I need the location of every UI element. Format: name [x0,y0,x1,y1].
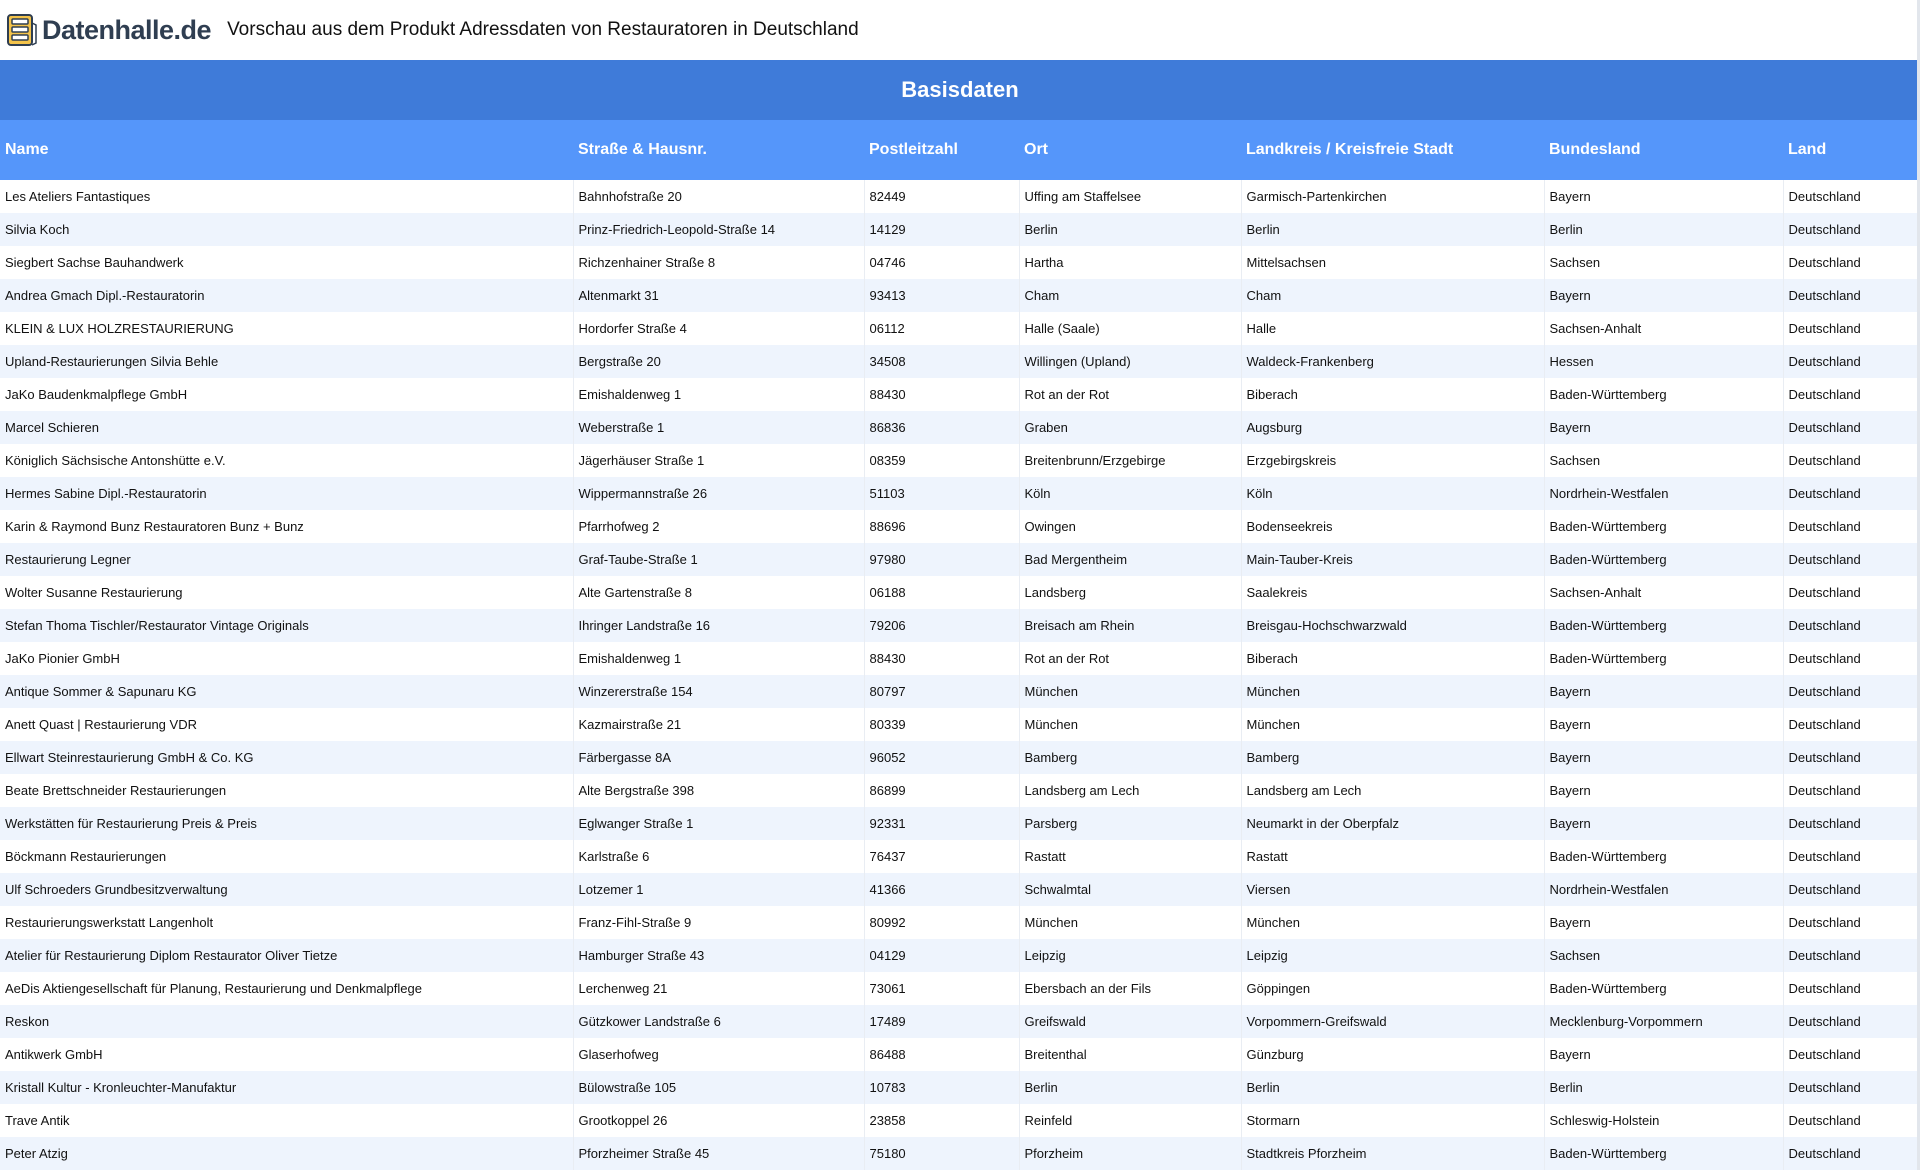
cell-street: Richzenhainer Straße 8 [573,246,864,279]
cell-postal-code: 86836 [864,411,1019,444]
cell-postal-code: 88696 [864,510,1019,543]
cell-state: Baden-Württemberg [1544,510,1783,543]
column-header-state[interactable]: Bundesland [1544,120,1783,180]
cell-name: Beate Brettschneider Restaurierungen [0,774,573,807]
cell-state: Bayern [1544,180,1783,213]
cell-state: Sachsen [1544,246,1783,279]
cell-country: Deutschland [1783,312,1920,345]
cell-postal-code: 88430 [864,378,1019,411]
cell-city: Bamberg [1019,741,1241,774]
cell-district: Bamberg [1241,741,1544,774]
cell-street: Karlstraße 6 [573,840,864,873]
cell-district: Göppingen [1241,972,1544,1005]
table-row[interactable] [0,642,1920,675]
cell-street: Graf-Taube-Straße 1 [573,543,864,576]
cell-state: Sachsen-Anhalt [1544,576,1783,609]
cell-city: Breitenbrunn/Erzgebirge [1019,444,1241,477]
cell-state: Bayern [1544,708,1783,741]
cell-street: Pfarrhofweg 2 [573,510,864,543]
cell-district: Halle [1241,312,1544,345]
cell-state: Baden-Württemberg [1544,972,1783,1005]
cell-state: Sachsen [1544,939,1783,972]
cell-district: Augsburg [1241,411,1544,444]
table-row[interactable] [0,741,1920,774]
cell-country: Deutschland [1783,1005,1920,1038]
cell-city: Berlin [1019,1071,1241,1104]
table-row[interactable] [0,906,1920,939]
cell-state: Mecklenburg-Vorpommern [1544,1005,1783,1038]
cell-country: Deutschland [1783,246,1920,279]
cell-district: Biberach [1241,378,1544,411]
cell-state: Bayern [1544,675,1783,708]
cell-postal-code: 82449 [864,180,1019,213]
cell-street: Emishaldenweg 1 [573,642,864,675]
cell-country: Deutschland [1783,1137,1920,1170]
cell-state: Bayern [1544,411,1783,444]
cell-state: Baden-Württemberg [1544,1137,1783,1170]
cell-district: Mittelsachsen [1241,246,1544,279]
table-row[interactable] [0,576,1920,609]
cell-postal-code: 23858 [864,1104,1019,1137]
table-row[interactable] [0,675,1920,708]
cell-district: Saalekreis [1241,576,1544,609]
cell-name: Trave Antik [0,1104,573,1137]
cell-state: Bayern [1544,741,1783,774]
cell-state: Sachsen-Anhalt [1544,312,1783,345]
cell-street: Gützkower Landstraße 6 [573,1005,864,1038]
cell-city: Berlin [1019,213,1241,246]
cell-district: Vorpommern-Greifswald [1241,1005,1544,1038]
cell-country: Deutschland [1783,180,1920,213]
cell-country: Deutschland [1783,1038,1920,1071]
cell-district: Stadtkreis Pforzheim [1241,1137,1544,1170]
cell-postal-code: 06188 [864,576,1019,609]
cell-city: Uffing am Staffelsee [1019,180,1241,213]
table-row[interactable] [0,1104,1920,1137]
cell-country: Deutschland [1783,873,1920,906]
column-header-city[interactable]: Ort [1019,120,1241,180]
cell-name: Ulf Schroeders Grundbesitzverwaltung [0,873,573,906]
cell-street: Winzererstraße 154 [573,675,864,708]
cell-state: Baden-Württemberg [1544,378,1783,411]
cell-country: Deutschland [1783,972,1920,1005]
cell-city: Breisach am Rhein [1019,609,1241,642]
cell-city: Pforzheim [1019,1137,1241,1170]
cell-district: Günzburg [1241,1038,1544,1071]
table-row[interactable] [0,279,1920,312]
cell-street: Altenmarkt 31 [573,279,864,312]
cell-city: Rastatt [1019,840,1241,873]
cell-city: Hartha [1019,246,1241,279]
cell-name: Hermes Sabine Dipl.-Restauratorin [0,477,573,510]
cell-name: Werkstätten für Restaurierung Preis & Preis [0,807,573,840]
table-row[interactable] [0,609,1920,642]
table-row[interactable] [0,1137,1920,1170]
cell-state: Bayern [1544,1038,1783,1071]
table-row[interactable] [0,510,1920,543]
cell-postal-code: 86899 [864,774,1019,807]
cell-district: Main-Tauber-Kreis [1241,543,1544,576]
cell-name: Wolter Susanne Restaurierung [0,576,573,609]
database-icon [6,13,38,47]
cell-district: Bodenseekreis [1241,510,1544,543]
cell-state: Berlin [1544,213,1783,246]
cell-country: Deutschland [1783,1071,1920,1104]
cell-city: Graben [1019,411,1241,444]
cell-city: Landsberg am Lech [1019,774,1241,807]
cell-name: Königlich Sächsische Antonshütte e.V. [0,444,573,477]
table-row[interactable] [0,246,1920,279]
cell-street: Glaserhofweg [573,1038,864,1071]
cell-street: Hordorfer Straße 4 [573,312,864,345]
cell-district: Berlin [1241,1071,1544,1104]
cell-city: Landsberg [1019,576,1241,609]
table-row[interactable] [0,180,1920,213]
cell-postal-code: 76437 [864,840,1019,873]
cell-name: Silvia Koch [0,213,573,246]
cell-district: Landsberg am Lech [1241,774,1544,807]
cell-postal-code: 97980 [864,543,1019,576]
cell-district: Breisgau-Hochschwarzwald [1241,609,1544,642]
data-table-container [0,60,1920,1170]
cell-district: Erzgebirgskreis [1241,444,1544,477]
cell-street: Bergstraße 20 [573,345,864,378]
cell-postal-code: 04129 [864,939,1019,972]
cell-city: Parsberg [1019,807,1241,840]
cell-street: Grootkoppel 26 [573,1104,864,1137]
cell-country: Deutschland [1783,741,1920,774]
cell-district: Berlin [1241,213,1544,246]
address-table [0,120,1920,1170]
cell-name: Restaurierungswerkstatt Langenholt [0,906,573,939]
cell-state: Sachsen [1544,444,1783,477]
cell-street: Bahnhofstraße 20 [573,180,864,213]
cell-country: Deutschland [1783,939,1920,972]
cell-city: Bad Mergentheim [1019,543,1241,576]
table-row[interactable] [0,774,1920,807]
cell-name: Karin & Raymond Bunz Restauratoren Bunz + Bunz [0,510,573,543]
cell-state: Baden-Württemberg [1544,840,1783,873]
cell-city: München [1019,906,1241,939]
column-header-name[interactable]: Name [0,120,573,180]
cell-country: Deutschland [1783,378,1920,411]
cell-state: Nordrhein-Westfalen [1544,477,1783,510]
cell-name: Böckmann Restaurierungen [0,840,573,873]
cell-city: Ebersbach an der Fils [1019,972,1241,1005]
cell-city: Rot an der Rot [1019,642,1241,675]
cell-street: Eglwanger Straße 1 [573,807,864,840]
table-row[interactable] [0,543,1920,576]
cell-district: Waldeck-Frankenberg [1241,345,1544,378]
cell-name: Marcel Schieren [0,411,573,444]
cell-district: Viersen [1241,873,1544,906]
cell-postal-code: 92331 [864,807,1019,840]
cell-postal-code: 06112 [864,312,1019,345]
cell-country: Deutschland [1783,807,1920,840]
cell-postal-code: 17489 [864,1005,1019,1038]
cell-street: Pforzheimer Straße 45 [573,1137,864,1170]
cell-name: JaKo Baudenkmalpflege GmbH [0,378,573,411]
cell-country: Deutschland [1783,708,1920,741]
cell-district: Leipzig [1241,939,1544,972]
table-row[interactable] [0,444,1920,477]
cell-postal-code: 51103 [864,477,1019,510]
cell-name: JaKo Pionier GmbH [0,642,573,675]
cell-postal-code: 34508 [864,345,1019,378]
top-bar [0,0,1920,60]
cell-city: Reinfeld [1019,1104,1241,1137]
cell-country: Deutschland [1783,444,1920,477]
cell-state: Bayern [1544,807,1783,840]
cell-street: Bülowstraße 105 [573,1071,864,1104]
cell-name: Upland-Restaurierungen Silvia Behle [0,345,573,378]
table-row[interactable] [0,1005,1920,1038]
table-body [0,180,1920,1170]
table-row[interactable] [0,1071,1920,1104]
cell-name: Atelier für Restaurierung Diplom Restaurator Oliver Tietze [0,939,573,972]
cell-street: Kazmairstraße 21 [573,708,864,741]
table-row[interactable] [0,708,1920,741]
cell-state: Bayern [1544,906,1783,939]
cell-country: Deutschland [1783,477,1920,510]
cell-state: Bayern [1544,279,1783,312]
cell-city: Greifswald [1019,1005,1241,1038]
cell-country: Deutschland [1783,609,1920,642]
cell-district: Köln [1241,477,1544,510]
table-row[interactable] [0,873,1920,906]
cell-country: Deutschland [1783,906,1920,939]
cell-country: Deutschland [1783,345,1920,378]
cell-state: Baden-Württemberg [1544,543,1783,576]
column-header-postal-code[interactable]: Postleitzahl [864,120,1019,180]
cell-postal-code: 79206 [864,609,1019,642]
cell-district: München [1241,708,1544,741]
cell-postal-code: 08359 [864,444,1019,477]
table-row[interactable] [0,312,1920,345]
cell-state: Hessen [1544,345,1783,378]
cell-street: Ihringer Landstraße 16 [573,609,864,642]
cell-city: München [1019,675,1241,708]
table-row[interactable] [0,972,1920,1005]
table-row[interactable] [0,411,1920,444]
cell-district: Rastatt [1241,840,1544,873]
cell-name: Reskon [0,1005,573,1038]
cell-postal-code: 04746 [864,246,1019,279]
cell-city: Köln [1019,477,1241,510]
cell-district: Neumarkt in der Oberpfalz [1241,807,1544,840]
cell-district: München [1241,906,1544,939]
column-header-country[interactable]: Land [1783,120,1920,180]
header-row [0,120,1920,180]
cell-postal-code: 10783 [864,1071,1019,1104]
table-row[interactable] [0,213,1920,246]
cell-city: Cham [1019,279,1241,312]
cell-country: Deutschland [1783,576,1920,609]
cell-country: Deutschland [1783,774,1920,807]
cell-district: München [1241,675,1544,708]
cell-postal-code: 41366 [864,873,1019,906]
cell-street: Weberstraße 1 [573,411,864,444]
cell-postal-code: 80339 [864,708,1019,741]
cell-country: Deutschland [1783,642,1920,675]
cell-country: Deutschland [1783,411,1920,444]
cell-city: Schwalmtal [1019,873,1241,906]
brand-logo[interactable] [6,13,211,47]
cell-city: München [1019,708,1241,741]
cell-name: Anett Quast | Restaurierung VDR [0,708,573,741]
cell-country: Deutschland [1783,213,1920,246]
cell-name: Antikwerk GmbH [0,1038,573,1071]
column-header-street[interactable]: Straße & Hausnr. [573,120,864,180]
cell-name: Kristall Kultur - Kronleuchter-Manufaktur [0,1071,573,1104]
cell-name: Les Ateliers Fantastiques [0,180,573,213]
cell-street: Lotzemer 1 [573,873,864,906]
cell-postal-code: 88430 [864,642,1019,675]
cell-postal-code: 96052 [864,741,1019,774]
cell-district: Cham [1241,279,1544,312]
cell-street: Färbergasse 8A [573,741,864,774]
table-row[interactable] [0,1038,1920,1071]
cell-street: Emishaldenweg 1 [573,378,864,411]
cell-city: Leipzig [1019,939,1241,972]
cell-country: Deutschland [1783,510,1920,543]
cell-name: Peter Atzig [0,1137,573,1170]
cell-state: Bayern [1544,774,1783,807]
cell-district: Garmisch-Partenkirchen [1241,180,1544,213]
cell-district: Biberach [1241,642,1544,675]
cell-name: Andrea Gmach Dipl.-Restauratorin [0,279,573,312]
table-row[interactable] [0,345,1920,378]
cell-name: KLEIN & LUX HOLZRESTAURIERUNG [0,312,573,345]
cell-name: Siegbert Sachse Bauhandwerk [0,246,573,279]
cell-district: Stormarn [1241,1104,1544,1137]
cell-postal-code: 80992 [864,906,1019,939]
cell-city: Willingen (Upland) [1019,345,1241,378]
cell-street: Prinz-Friedrich-Leopold-Straße 14 [573,213,864,246]
column-header-district[interactable]: Landkreis / Kreisfreie Stadt [1241,120,1544,180]
cell-name: Restaurierung Legner [0,543,573,576]
cell-state: Schleswig-Holstein [1544,1104,1783,1137]
cell-country: Deutschland [1783,1104,1920,1137]
cell-state: Baden-Württemberg [1544,642,1783,675]
cell-name: Stefan Thoma Tischler/Restaurator Vintage Originals [0,609,573,642]
table-row[interactable] [0,840,1920,873]
section-header [0,60,1920,120]
cell-postal-code: 14129 [864,213,1019,246]
cell-postal-code: 86488 [864,1038,1019,1071]
cell-name: Ellwart Steinrestaurierung GmbH & Co. KG [0,741,573,774]
cell-postal-code: 73061 [864,972,1019,1005]
cell-street: Lerchenweg 21 [573,972,864,1005]
logo-text: Datenhalle.de [42,14,212,45]
cell-city: Owingen [1019,510,1241,543]
cell-city: Rot an der Rot [1019,378,1241,411]
cell-postal-code: 80797 [864,675,1019,708]
cell-country: Deutschland [1783,675,1920,708]
cell-state: Baden-Württemberg [1544,609,1783,642]
cell-state: Nordrhein-Westfalen [1544,873,1783,906]
cell-country: Deutschland [1783,279,1920,312]
cell-street: Hamburger Straße 43 [573,939,864,972]
cell-postal-code: 93413 [864,279,1019,312]
cell-country: Deutschland [1783,840,1920,873]
table-row[interactable] [0,807,1920,840]
cell-city: Breitenthal [1019,1038,1241,1071]
cell-postal-code: 75180 [864,1137,1019,1170]
cell-state: Berlin [1544,1071,1783,1104]
cell-street: Franz-Fihl-Straße 9 [573,906,864,939]
cell-street: Wippermannstraße 26 [573,477,864,510]
table-row[interactable] [0,477,1920,510]
cell-city: Halle (Saale) [1019,312,1241,345]
cell-name: Antique Sommer & Sapunaru KG [0,675,573,708]
cell-street: Jägerhäuser Straße 1 [573,444,864,477]
section-title: Basisdaten [901,77,1019,102]
table-row[interactable] [0,939,1920,972]
cell-country: Deutschland [1783,543,1920,576]
table-row[interactable] [0,378,1920,411]
page-title: Vorschau aus dem Produkt Adressdaten von Restauratoren in Deutschland [227,19,859,40]
cell-street: Alte Bergstraße 398 [573,774,864,807]
cell-street: Alte Gartenstraße 8 [573,576,864,609]
cell-name: AeDis Aktiengesellschaft für Planung, Restaurierung und Denkmalpflege [0,972,573,1005]
